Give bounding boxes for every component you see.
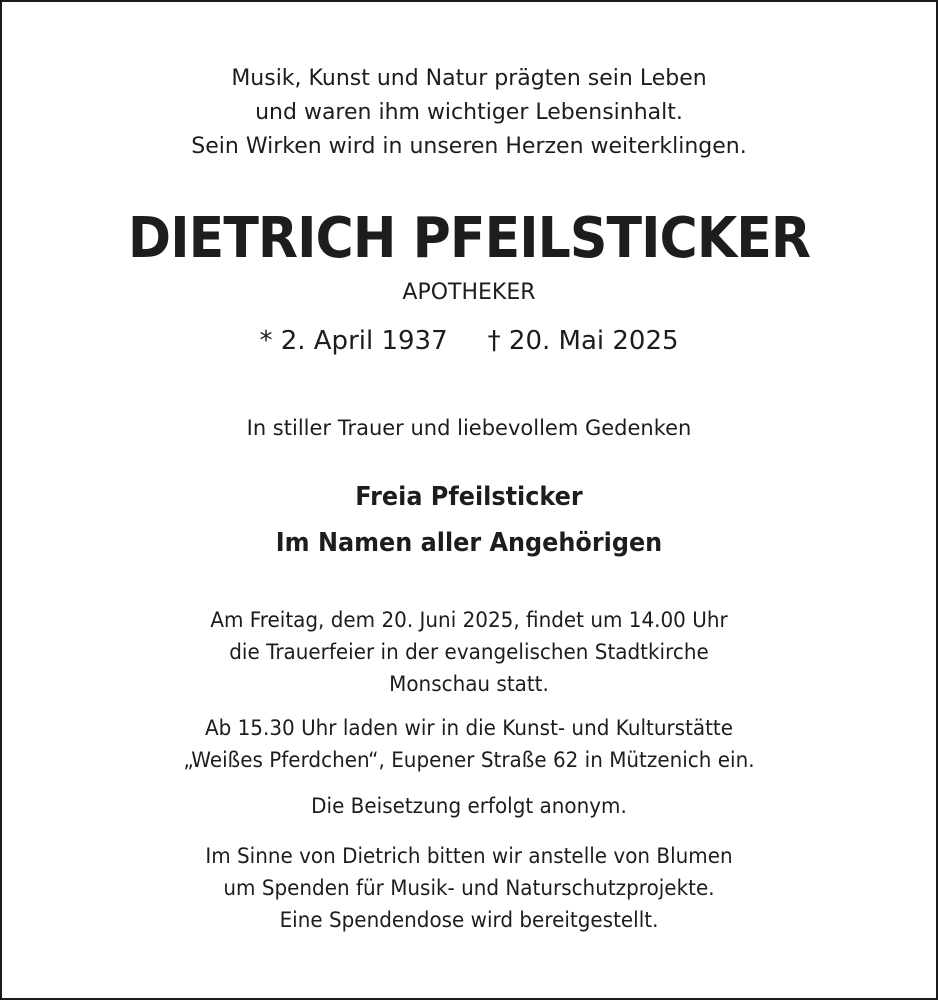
mourning-intro: In stiller Trauer und liebevollem Gedenken [246,416,692,440]
reception-line-2: „Weißes Pferdchen“, Eupener Straße 62 in Mützenich ein. [183,748,755,772]
signer-relatives: Im Namen aller Angehörigen [275,528,663,558]
reception-line-1: Ab 15.30 Uhr laden wir in die Kunst- und Kulturstätte [204,716,734,740]
donation-line-3: Eine Spendendose wird bereitgestellt. [279,908,659,932]
motto-line-1: Musik, Kunst und Natur prägten sein Leben [231,66,707,91]
service-line-3: Monschau statt. [389,672,549,696]
signer-name: Freia Pfeilsticker [355,482,583,512]
burial-note: Die Beisetzung erfolgt anonym. [311,794,627,818]
service-line-1: Am Freitag, dem 20. Juni 2025, findet um 14.00 Uhr [210,608,728,632]
death-date: † 20. Mai 2025 [487,326,679,356]
life-dates [2,326,936,356]
donation-line-2: um Spenden für Musik- und Naturschutzprojekte. [223,876,715,900]
motto-line-2: und waren ihm wichtiger Lebensinhalt. [255,100,683,125]
motto-line-3: Sein Wirken wird in unseren Herzen weiterklingen. [191,134,747,159]
deceased-name: DIETRICH PFEILSTICKER [127,206,811,271]
service-line-2: die Trauerfeier in der evangelischen Stadtkirche [229,640,709,664]
deceased-profession: APOTHEKER [402,280,536,305]
birth-date: * 2. April 1937 [259,326,448,356]
donation-line-1: Im Sinne von Dietrich bitten wir anstelle von Blumen [205,844,733,868]
